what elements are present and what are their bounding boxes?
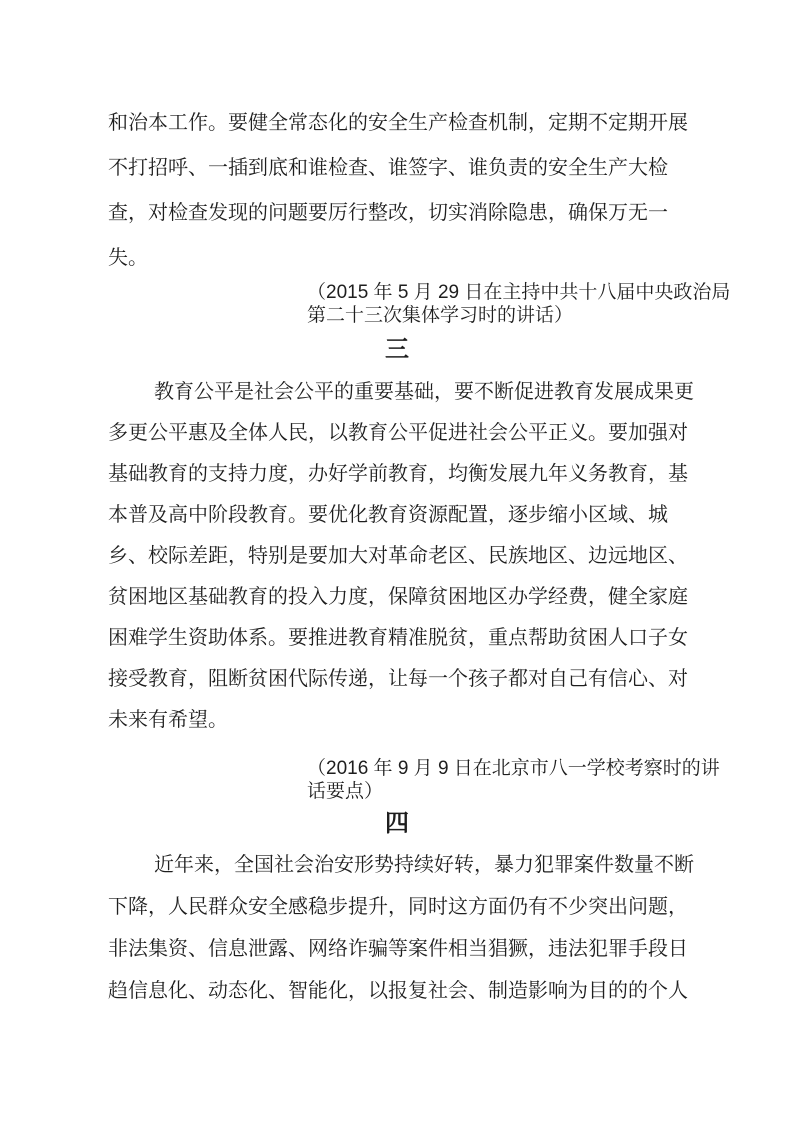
text-line: 基础教育的支持力度，办好学前教育，均衡发展九年义务教育，基 — [108, 463, 688, 485]
text-line: 乡、校际差距，特别是要加大对革命老区、民族地区、边远地区、 — [108, 545, 688, 567]
text-line: 失。 — [108, 247, 148, 269]
citation-line: 第二十三次集体学习时的讲话） — [307, 305, 574, 326]
paragraph — [108, 372, 694, 741]
paragraph-continuation — [108, 101, 690, 281]
text-line: 下降，人民群众安全感稳步提升，同时这方面仍有不少突出问题， — [108, 896, 688, 918]
page-content — [108, 101, 731, 1012]
text-line: 本普及高中阶段教育。要优化教育资源配置，逐步缩小区域、城 — [108, 504, 668, 526]
citation-source — [307, 757, 720, 803]
text-line: 未来有希望。 — [108, 709, 228, 731]
text-line: 趋信息化、动态化、智能化，以报复社会、制造影响为目的的个人 — [108, 980, 688, 1002]
text-line: 接受教育，阻断贫困代际传递，让每一个孩子都对自己有信心、对 — [108, 668, 688, 690]
text-line: 和治本工作。要健全常态化的安全生产检查机制，定期不定期开展 — [108, 112, 688, 134]
citation-line: 话要点） — [307, 781, 384, 802]
text-line: 近年来，全国社会治安形势持续好转，暴力犯罪案件数量不断 — [154, 854, 694, 876]
citation-line: （2016 年 9 月 9 日在北京市八一学校考察时的讲 — [307, 758, 720, 779]
text-line: 贫困地区基础教育的投入力度，保障贫困地区办学经费，健全家庭 — [108, 586, 688, 608]
section-heading: 三 — [385, 336, 409, 363]
text-line: 教育公平是社会公平的重要基础，要不断促进教育发展成果更 — [154, 381, 694, 403]
text-line: 查，对检查发现的问题要厉行整改，切实消除隐患，确保万无一 — [108, 202, 668, 224]
paragraph — [108, 844, 694, 1012]
section-heading: 四 — [385, 810, 409, 837]
text-line: 困难学生资助体系。要推进教育精准脱贫，重点帮助贫困人口子女 — [108, 627, 688, 649]
text-line: 多更公平惠及全体人民，以教育公平促进社会公平正义。要加强对 — [108, 422, 688, 444]
text-line: 不打招呼、一插到底和谁检查、谁签字、谁负责的安全生产大检 — [108, 157, 668, 179]
citation-source — [307, 281, 731, 327]
text-line: 非法集资、信息泄露、网络诈骗等案件相当猖獗，违法犯罪手段日 — [108, 938, 688, 960]
citation-line: （2015 年 5 月 29 日在主持中共十八届中央政治局 — [307, 282, 731, 303]
